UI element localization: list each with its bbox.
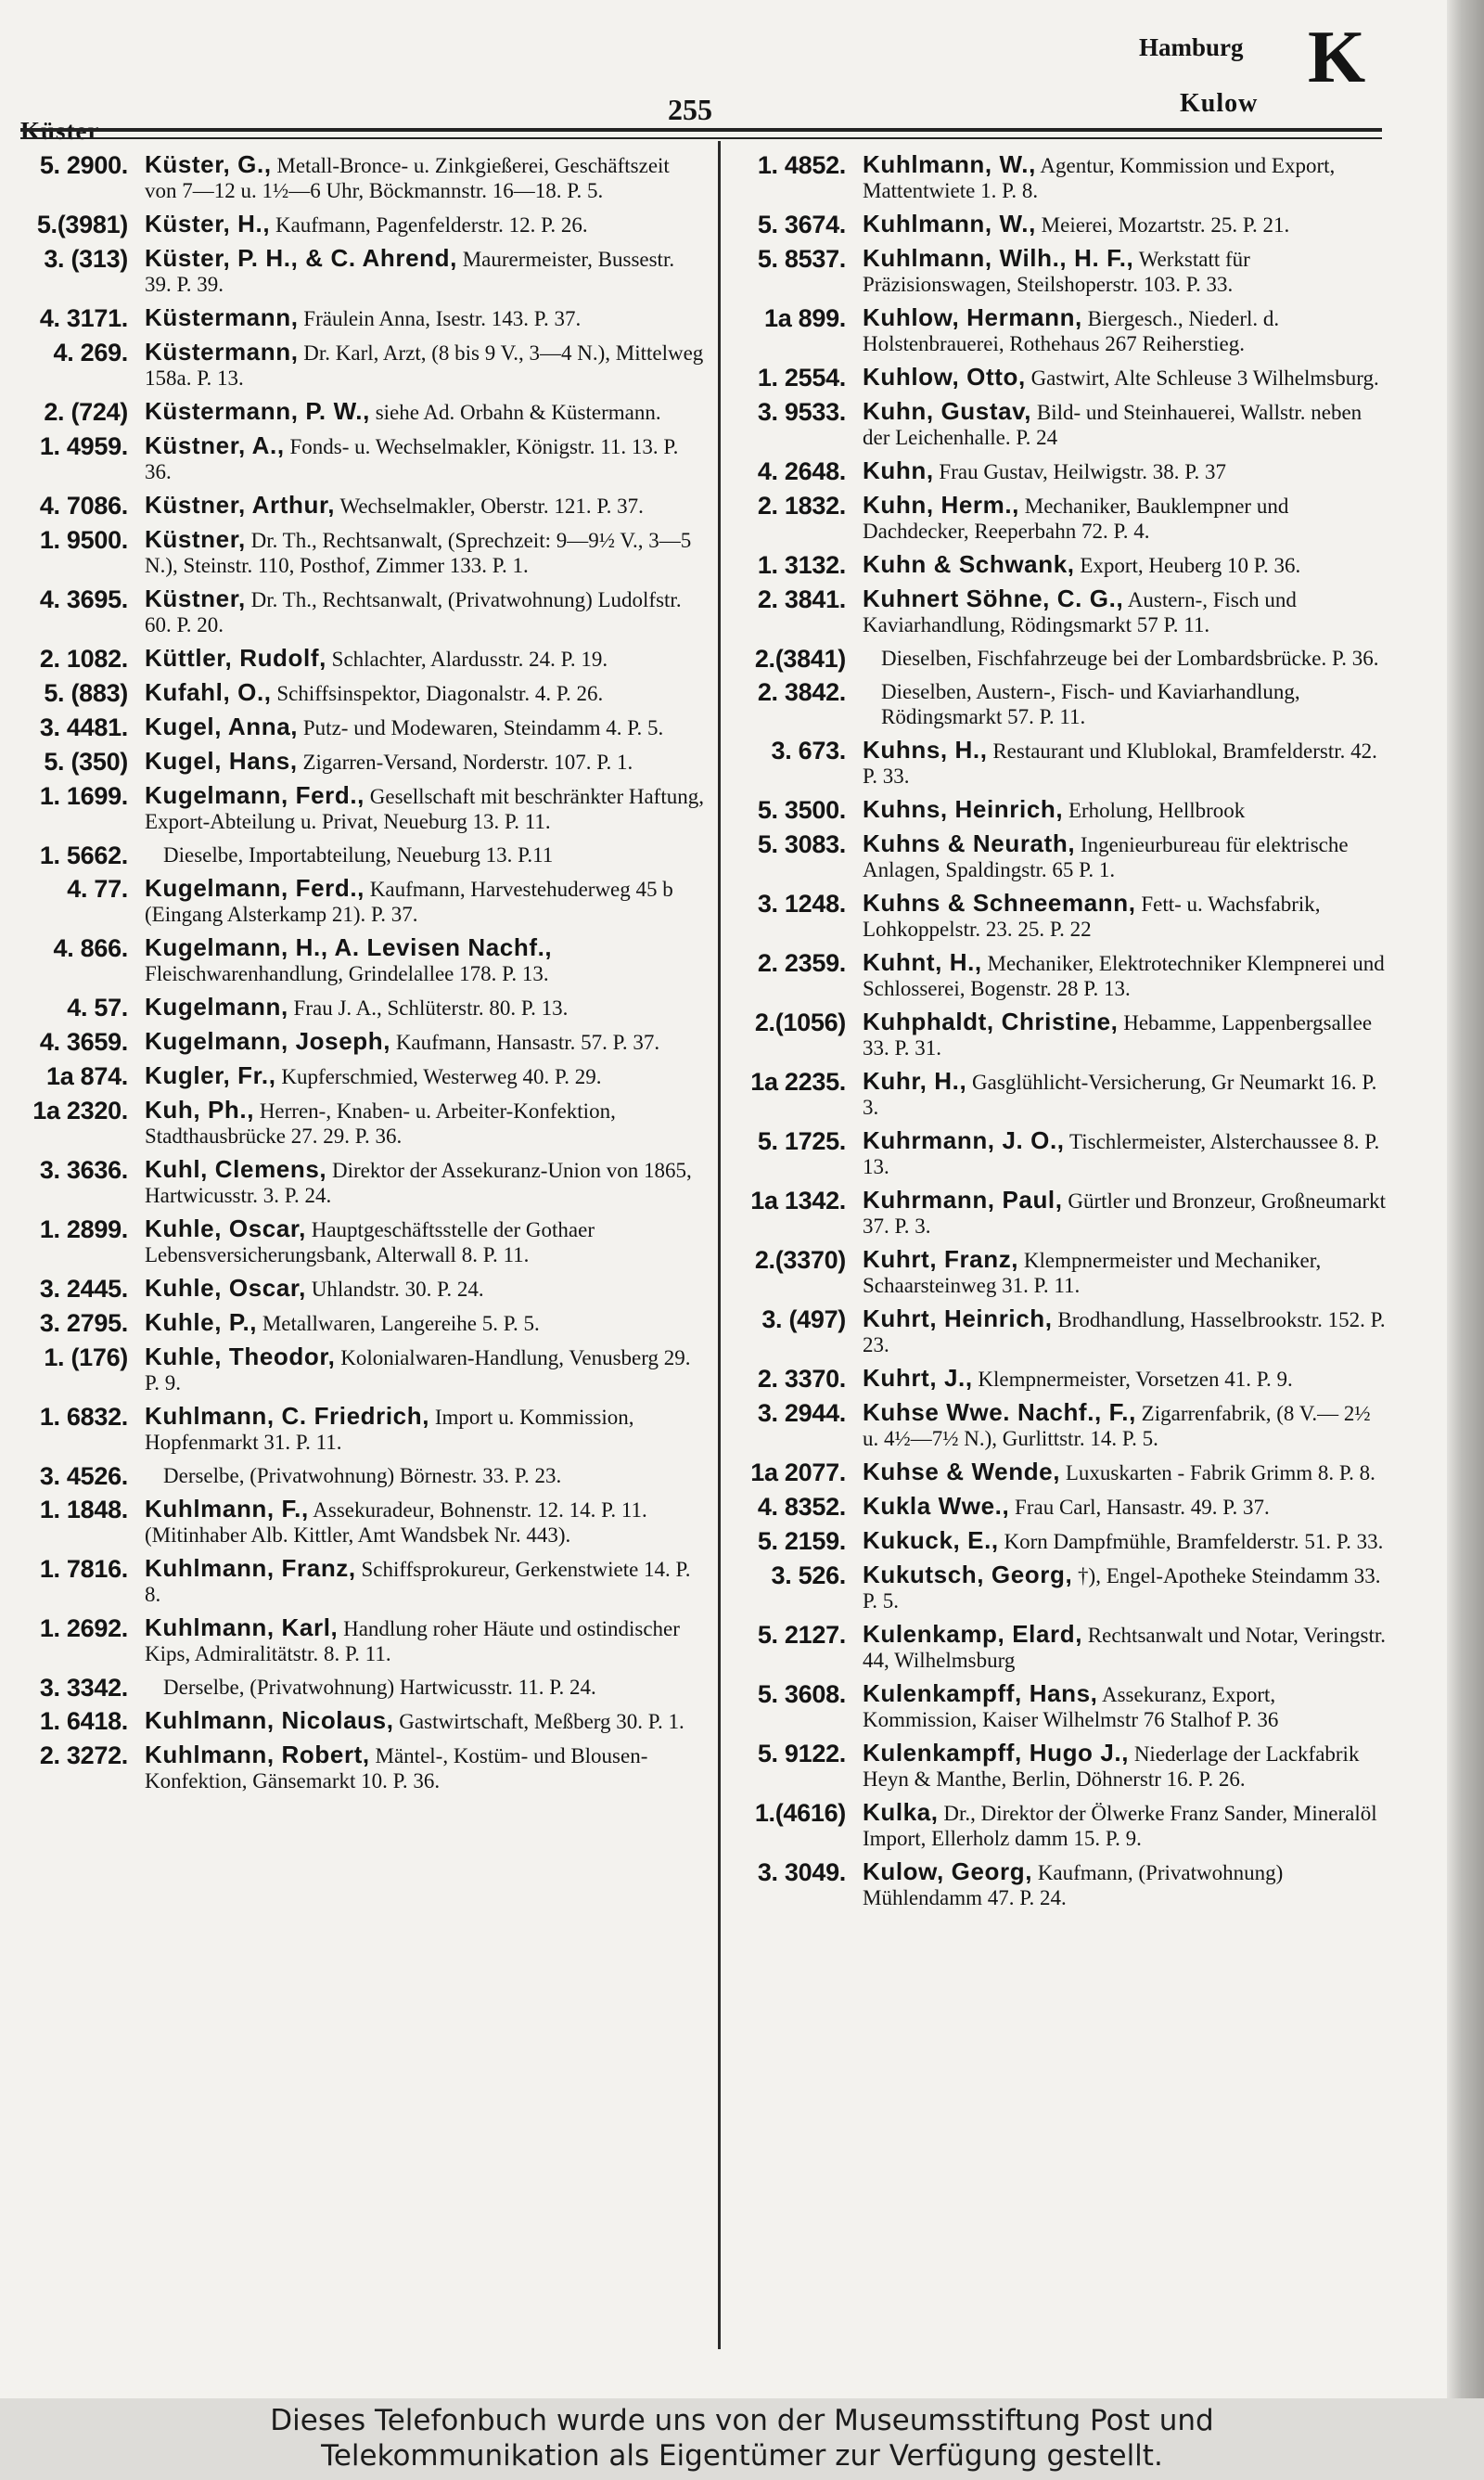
subscriber-name: Kuh, Ph., <box>145 1096 255 1124</box>
entry-details: Handlung roher Häute und ostindischer Kips, Admiralitätstr. 8. P. 11. <box>145 1617 680 1665</box>
subscriber-name: Kuhn & Schwank, <box>863 550 1075 578</box>
subscriber-name: Kuhns, H., <box>863 736 988 764</box>
directory-entry <box>725 1188 1389 1239</box>
phone-number: 2. 3842. <box>757 678 846 706</box>
subscriber-name: Kuhle, P., <box>145 1308 258 1336</box>
phone-number: 2.(1056) <box>754 1009 846 1036</box>
subscriber-name: Kugelmann, <box>145 993 288 1021</box>
entry-details: Ingenieurbureau für elektrische Anlagen, Spaldingstr. 65 P. 1. <box>863 833 1349 881</box>
phone-number: 3. 4481. <box>39 713 128 741</box>
subscriber-name: Kuhlmann, Wilh., H. F., <box>863 244 1134 272</box>
phone-number: 4. 57. <box>67 994 128 1022</box>
directory-entry <box>725 1459 1389 1485</box>
phone-number: 1. 2692. <box>39 1614 128 1642</box>
subscriber-name: Kugel, Hans, <box>145 747 298 775</box>
phone-number: 1a 1342. <box>750 1187 846 1214</box>
phone-number: 1a 874. <box>46 1062 128 1090</box>
directory-entry <box>725 1247 1389 1298</box>
entry-details: †), Engel-Apotheke Steindamm 33. P. 5. <box>863 1564 1381 1613</box>
directory-entry <box>725 365 1389 391</box>
section-letter: K <box>1308 17 1366 98</box>
phone-number: 3. 3342. <box>39 1674 128 1702</box>
phone-number: 5. 3674. <box>757 211 846 238</box>
entry-details: Gasglühlicht-Versicherung, Gr Neumarkt 16. P. 3. <box>863 1071 1377 1119</box>
directory-entry <box>725 1009 1389 1060</box>
directory-entry <box>7 152 705 203</box>
entry-details: Restaurant und Klublokal, Bramfelderstr. 42. P. 33. <box>863 739 1377 788</box>
directory-entry <box>725 152 1389 203</box>
phone-number: 3. (313) <box>44 245 128 273</box>
phone-number: 1. 2554. <box>757 364 846 392</box>
subscriber-name: Kukutsch, Georg, <box>863 1561 1073 1588</box>
subscriber-name: Küstermann, P. W., <box>145 397 370 425</box>
directory-entry <box>7 1463 705 1488</box>
directory-entry <box>7 1708 705 1734</box>
phone-number: 5. (350) <box>44 748 128 776</box>
subscriber-name: Kugler, Fr., <box>145 1061 276 1089</box>
directory-entry <box>725 1306 1389 1357</box>
footer-line-2: Telekommunikation als Eigentümer zur Verfügung gestellt. <box>321 2439 1163 2473</box>
directory-entry <box>7 1556 705 1607</box>
phone-number: 1. 1699. <box>39 782 128 810</box>
subscriber-name: Kulenkamp, Elard, <box>863 1620 1083 1648</box>
entry-details: Biergesch., Niederl. d. Holstenbrauerei, Rothehaus 267 Reiherstieg. <box>863 307 1280 355</box>
header-rule <box>20 128 1382 132</box>
directory-entry <box>725 1741 1389 1792</box>
directory-entry <box>7 1615 705 1666</box>
entry-details: Derselbe, (Privatwohnung) Hartwicusstr. 11. P. 24. <box>163 1676 596 1699</box>
phone-number: 3. 4526. <box>39 1462 128 1490</box>
subscriber-name: Kuhn, Herm., <box>863 491 1019 519</box>
directory-entry <box>725 1494 1389 1520</box>
subscriber-name: Kuhlmann, W., <box>863 150 1036 178</box>
entry-details: Hauptgeschäftsstelle der Gothaer Lebensversicherungsbank, Alterwall 8. P. 11. <box>145 1218 595 1266</box>
entry-details: Frau Gustav, Heilwigstr. 38. P. 37 <box>939 460 1227 483</box>
directory-entry <box>7 646 705 672</box>
phone-number: 1. 5662. <box>39 842 128 869</box>
entry-details: Dieselben, Austern-, Fisch- und Kaviarhandlung, Rödingsmarkt 57. P. 11. <box>881 680 1300 728</box>
phone-number: 5. (883) <box>44 679 128 707</box>
phone-number: 1. 6832. <box>39 1403 128 1431</box>
phone-number: 5. 8537. <box>757 245 846 273</box>
running-head-city: Hamburg <box>1139 33 1244 61</box>
entry-details: Maurermeister, Bussestr. 39. P. 39. <box>145 248 675 296</box>
entry-details: Zigarrenfabrik, (8 V.— 2½ u. 4½—7½ N.), Gurlittstr. 14. P. 5. <box>863 1402 1371 1450</box>
phone-number: 3. 1248. <box>757 890 846 918</box>
directory-entry <box>725 305 1389 356</box>
entry-details: Herren-, Knaben- u. Arbeiter-Konfektion, Stadthausbrücke 27. 29. P. 36. <box>145 1099 616 1148</box>
entry-details: Assekuradeur, Bohnenstr. 12. 14. P. 11. (Mitinhaber Alb. Kittler, Amt Wandsbek Nr. 443). <box>145 1498 647 1547</box>
page-edge <box>1447 0 1484 2398</box>
phone-number: 1a 899. <box>764 304 846 332</box>
entry-details: Fett- u. Wachsfabrik, Lohkoppelstr. 23. 25. P. 22 <box>863 893 1321 941</box>
subscriber-name: Kuhlmann, W., <box>863 210 1036 238</box>
phone-number: 5. 1725. <box>757 1127 846 1155</box>
subscriber-name: Küttler, Rudolf, <box>145 644 326 672</box>
phone-number: 1a 2077. <box>750 1458 846 1486</box>
subscriber-name: Kuhnert Söhne, C. G., <box>863 585 1124 612</box>
entry-details: Kolonialwaren-Handlung, Venusberg 29. P. 9. <box>145 1346 691 1394</box>
subscriber-name: Kuhns & Neurath, <box>863 829 1076 857</box>
phone-number: 5. 3608. <box>757 1680 846 1708</box>
phone-number: 3. 3049. <box>757 1858 846 1886</box>
entry-details: Klempnermeister und Mechaniker, Schaarsteinweg 31. P. 11. <box>863 1249 1322 1297</box>
phone-number: 3. 673. <box>771 737 846 765</box>
phone-number: 3. 3636. <box>39 1156 128 1184</box>
phone-number: 4. 7086. <box>39 492 128 520</box>
subscriber-name: Kuhse Wwe. Nachf., F., <box>863 1398 1136 1426</box>
right-column <box>725 152 1389 1919</box>
subscriber-name: Kuhns, Heinrich, <box>863 795 1064 823</box>
phone-number: 5. 3083. <box>757 830 846 858</box>
phone-number: 2. 2359. <box>757 949 846 977</box>
subscriber-name: Kuhphaldt, Christine, <box>863 1008 1119 1035</box>
directory-entry <box>7 212 705 238</box>
entry-details: Kaufmann, (Privatwohnung) Mühlendamm 47. P. 24. <box>863 1861 1284 1909</box>
phone-number: 1. (176) <box>44 1343 128 1371</box>
directory-entry <box>725 1622 1389 1673</box>
entry-details: siehe Ad. Orbahn & Küstermann. <box>375 401 661 424</box>
entry-details: Derselbe, (Privatwohnung) Börnestr. 33. P. 23. <box>163 1464 562 1487</box>
directory-entry <box>725 1069 1389 1120</box>
entry-details: Frau J. A., Schlüterstr. 80. P. 13. <box>293 996 569 1020</box>
subscriber-name: Kulenkampff, Hugo J., <box>863 1739 1130 1767</box>
directory-entry <box>725 1562 1389 1613</box>
directory-entry <box>7 1742 705 1793</box>
directory-entry <box>725 1681 1389 1732</box>
subscriber-name: Küster, H., <box>145 210 271 238</box>
directory-entry <box>725 1400 1389 1451</box>
entry-details: Fräulein Anna, Isestr. 143. P. 37. <box>303 307 582 330</box>
entry-details: Brodhandlung, Hasselbrookstr. 152. P. 23. <box>863 1308 1386 1356</box>
entry-details: Klempnermeister, Vorsetzen 41. P. 9. <box>978 1368 1293 1391</box>
entry-details: Gesellschaft mit beschränkter Haftung, Export-Abteilung u. Privat, Neueburg 13. P. 11. <box>145 785 704 833</box>
phone-number: 4. 77. <box>67 875 128 903</box>
entry-details: Assekuranz, Export, Kommission, Kaiser Wilhelmstr 76 Stalhof P. 36 <box>863 1683 1279 1731</box>
subscriber-name: Kuhlmann, C. Friedrich, <box>145 1402 430 1430</box>
directory-entry <box>725 1859 1389 1910</box>
phone-number: 2. 3841. <box>757 585 846 613</box>
phone-number: 5.(3981) <box>36 211 128 238</box>
directory-entry <box>7 246 705 297</box>
directory-entry <box>725 493 1389 544</box>
entry-details: Meierei, Mozartstr. 25. P. 21. <box>1041 213 1290 237</box>
subscriber-name: Küstermann, <box>145 338 299 366</box>
directory-entry <box>7 493 705 519</box>
subscriber-name: Kugelmann, H., A. Levisen Nachf., <box>145 933 553 961</box>
entry-details: Kupferschmied, Westerweg 40. P. 29. <box>281 1065 602 1088</box>
entry-details: Dieselben, Fischfahrzeuge bei der Lombardsbrücke. P. 36. <box>881 647 1379 670</box>
directory-entry <box>7 1310 705 1336</box>
entry-details: Dr. Karl, Arzt, (8 bis 9 V., 3—4 N.), Mittelweg 158a. P. 13. <box>145 341 704 390</box>
phone-number: 1. 4852. <box>757 151 846 179</box>
directory-entry <box>725 738 1389 789</box>
phone-number: 1. 1848. <box>39 1496 128 1523</box>
subscriber-name: Kuhlmann, Nicolaus, <box>145 1706 394 1734</box>
subscriber-name: Kugelmann, Ferd., <box>145 781 365 809</box>
subscriber-name: Küstner, <box>145 525 246 553</box>
entry-details: Wechselmakler, Oberstr. 121. P. 37. <box>339 495 644 518</box>
entry-details: Schiffsinspektor, Diagonalstr. 4. P. 26. <box>276 682 604 705</box>
entry-details: Mäntel-, Kostüm- und Blousen-Konfektion, Gänsemarkt 10. P. 36. <box>145 1744 648 1793</box>
directory-entry <box>7 433 705 484</box>
entry-details: Export, Heuberg 10 P. 36. <box>1080 554 1301 577</box>
directory-entry <box>7 586 705 637</box>
entry-details: Fonds- u. Wechselmakler, Königstr. 11. 13. P. 36. <box>145 435 679 483</box>
footer-banner <box>0 2398 1484 2480</box>
subscriber-name: Kugelmann, Ferd., <box>145 874 365 902</box>
running-head-right: Kulow <box>1180 89 1259 118</box>
phone-number: 3. 2795. <box>39 1309 128 1337</box>
phone-number: 1. 6418. <box>39 1707 128 1735</box>
entry-details: Direktor der Assekuranz-Union von 1865, Hartwicusstr. 3. P. 24. <box>145 1159 692 1207</box>
subscriber-name: Kuhns & Schneemann, <box>863 889 1136 917</box>
subscriber-name: Kukuck, E., <box>863 1526 999 1554</box>
phone-number: 1a 2235. <box>750 1068 846 1096</box>
directory-entry <box>7 1276 705 1302</box>
entry-details: Mechaniker, Elektrotechniker Klempnerei und Schlosserei, Bogenstr. 28 P. 13. <box>863 952 1385 1000</box>
phone-number: 4. 3659. <box>39 1028 128 1056</box>
directory-entry <box>7 842 705 867</box>
entry-details: Kaufmann, Harvestehuderweg 45 b (Eingang Alsterkamp 21). P. 37. <box>145 878 673 926</box>
entry-details: Gastwirtschaft, Meßberg 30. P. 1. <box>399 1710 684 1733</box>
footer-line-1: Dieses Telefonbuch wurde uns von der Museumsstiftung Post und <box>270 2404 1214 2437</box>
phone-number: 1. 7816. <box>39 1555 128 1583</box>
entry-details: Gürtler und Bronzeur, Großneumarkt 37. P. 3. <box>863 1189 1387 1238</box>
subscriber-name: Kulenkampff, Hans, <box>863 1679 1098 1707</box>
directory-entry <box>7 1344 705 1395</box>
phone-number: 2.(3370) <box>754 1246 846 1274</box>
entry-details: Rechtsanwalt und Notar, Veringstr. 44, Wilhelmsburg <box>863 1624 1387 1672</box>
directory-entry <box>725 831 1389 882</box>
subscriber-name: Küstner, Arthur, <box>145 491 336 519</box>
phone-number: 4. 866. <box>53 934 128 962</box>
subscriber-name: Kuhrmann, Paul, <box>863 1186 1063 1214</box>
phone-number: 1. 2899. <box>39 1215 128 1243</box>
subscriber-name: Kuhlmann, F., <box>145 1495 309 1523</box>
subscriber-name: Kuhl, Clemens, <box>145 1155 327 1183</box>
directory-entry <box>7 1216 705 1267</box>
entry-details: Zigarren-Versand, Norderstr. 107. P. 1. <box>302 751 633 774</box>
phone-number: 5. 2159. <box>757 1527 846 1555</box>
directory-entry <box>725 679 1389 729</box>
subscriber-name: Küstner, A., <box>145 431 285 459</box>
subscriber-name: Kugel, Anna, <box>145 713 299 740</box>
directory-entry <box>7 935 705 986</box>
directory-entry <box>7 1497 705 1548</box>
phone-number: 3. 2944. <box>757 1399 846 1427</box>
phone-number: 4. 3695. <box>39 585 128 613</box>
entry-details: Dr., Direktor der Ölwerke Franz Sander, Mineralöl Import, Ellerholz damm 15. P. 9. <box>863 1802 1377 1850</box>
directory-entry <box>7 749 705 775</box>
entry-details: Tischlermeister, Alsterchaussee 8. P. 13. <box>863 1130 1380 1178</box>
entry-details: Schlachter, Alardusstr. 24. P. 19. <box>331 648 608 671</box>
entry-details: Niederlage der Lackfabrik Heyn & Manthe, Berlin, Döhnerstr 16. P. 26. <box>863 1742 1360 1791</box>
directory-entry <box>725 212 1389 238</box>
phone-number: 3. 2445. <box>39 1275 128 1303</box>
directory-entry <box>725 552 1389 578</box>
phone-number: 3. 9533. <box>757 398 846 426</box>
page-number: 255 <box>668 93 712 126</box>
entry-details: Werkstatt für Präzisionswagen, Steilshoperstr. 103. P. 33. <box>863 248 1250 296</box>
subscriber-name: Kufahl, O., <box>145 678 272 706</box>
directory-entry <box>725 797 1389 823</box>
directory-entry <box>725 1366 1389 1392</box>
directory-entry <box>7 1675 705 1700</box>
directory-entry <box>7 783 705 834</box>
directory-entry <box>7 1157 705 1208</box>
subscriber-name: Kuhle, Oscar, <box>145 1274 306 1302</box>
entry-details: Bild- und Steinhauerei, Wallstr. neben der Leichenhalle. P. 24 <box>863 401 1362 449</box>
phone-number: 5. 2127. <box>757 1621 846 1649</box>
phone-number: 5. 3500. <box>757 796 846 824</box>
column-divider <box>718 141 721 2349</box>
header-rule-thin <box>20 137 1382 139</box>
entry-details: Kaufmann, Pagenfelderstr. 12. P. 26. <box>275 213 588 237</box>
subscriber-name: Kuhrt, Heinrich, <box>863 1304 1053 1332</box>
entry-details: Dr. Th., Rechtsanwalt, (Sprechzeit: 9—9½ V., 3—5 N.), Steinstr. 110, Posthof, Zimmer 133. P. 1. <box>145 529 692 577</box>
entry-details: Frau Carl, Hansastr. 49. P. 37. <box>1015 1496 1270 1519</box>
subscriber-name: Kuhle, Oscar, <box>145 1214 306 1242</box>
entry-details: Fleischwarenhandlung, Grindelallee 178. P. 13. <box>145 962 549 985</box>
directory-entry <box>7 1098 705 1149</box>
directory-entry <box>7 340 705 391</box>
entry-details: Kaufmann, Hansastr. 57. P. 37. <box>395 1031 660 1054</box>
subscriber-name: Kulka, <box>863 1798 939 1826</box>
subscriber-name: Kuhrt, Franz, <box>863 1245 1019 1273</box>
directory-entry <box>7 305 705 331</box>
subscriber-name: Küstermann, <box>145 303 299 331</box>
phone-number: 4. 3171. <box>39 304 128 332</box>
directory-entry <box>7 714 705 740</box>
subscriber-name: Kuhrt, J., <box>863 1364 973 1392</box>
phone-number: 1. 9500. <box>39 526 128 554</box>
directory-entry <box>725 399 1389 450</box>
directory-entry <box>725 646 1389 671</box>
entry-details: Dr. Th., Rechtsanwalt, (Privatwohnung) Ludolfstr. 60. P. 20. <box>145 588 682 636</box>
entry-details: Austern-, Fisch und Kaviarhandlung, Rödingsmarkt 57 P. 11. <box>863 588 1297 636</box>
entry-details: Korn Dampfmühle, Bramfelderstr. 51. P. 33. <box>1004 1530 1384 1553</box>
entry-details: Mechaniker, Bauklempner und Dachdecker, Reeperbahn 72. P. 4. <box>863 495 1289 543</box>
directory-entry <box>725 246 1389 297</box>
directory-entry <box>7 399 705 425</box>
phone-number: 4. 8352. <box>757 1493 846 1521</box>
subscriber-name: Kuhle, Theodor, <box>145 1343 336 1370</box>
subscriber-name: Kuhn, <box>863 456 934 484</box>
entry-details: Erholung, Hellbrook <box>1068 799 1246 822</box>
subscriber-name: Kuhr, H., <box>863 1067 967 1095</box>
directory-entry <box>725 1528 1389 1554</box>
phone-number: 1. 4959. <box>39 432 128 460</box>
directory-entry <box>725 586 1389 637</box>
phone-number: 4. 2648. <box>757 457 846 485</box>
subscriber-name: Kuhlow, Otto, <box>863 363 1026 391</box>
directory-entry <box>7 1063 705 1089</box>
phone-number: 3. 526. <box>771 1561 846 1589</box>
subscriber-name: Küster, P. H., & C. Ahrend, <box>145 244 457 272</box>
entry-details: Import u. Kommission, Hopfenmarkt 31. P. 11. <box>145 1406 634 1454</box>
phone-number: 2. 3272. <box>39 1741 128 1769</box>
phone-number: 1.(4616) <box>754 1799 846 1827</box>
entry-details: Schiffsprokureur, Gerkenstwiete 14. P. 8. <box>145 1558 691 1606</box>
directory-entry <box>7 876 705 927</box>
entry-details: Luxuskarten - Fabrik Grimm 8. P. 8. <box>1065 1461 1375 1484</box>
entry-details: Hebamme, Lappenbergsallee 33. P. 31. <box>863 1011 1373 1060</box>
entry-details: Agentur, Kommission und Export, Mattentwiete 1. P. 8. <box>863 154 1336 202</box>
directory-entry <box>7 527 705 578</box>
entry-details: Metall-Bronce- u. Zinkgießerei, Geschäftszeit von 7—12 u. 1½—6 Uhr, Böckmannstr. 16—18. P. 5. <box>145 154 670 202</box>
phone-number: 2. 3370. <box>757 1365 846 1393</box>
directory-entry <box>725 1128 1389 1179</box>
phone-number: 2. 1832. <box>757 492 846 520</box>
directory-entry <box>7 680 705 706</box>
subscriber-name: Küstner, <box>145 585 246 612</box>
entry-details: Gastwirt, Alte Schleuse 3 Wilhelmsburg. <box>1030 366 1379 390</box>
directory-entry <box>725 1800 1389 1851</box>
entry-details: Uhlandstr. 30. P. 24. <box>311 1278 484 1301</box>
left-column <box>7 152 705 1802</box>
subscriber-name: Kuhrmann, J. O., <box>863 1126 1065 1154</box>
subscriber-name: Kuhlmann, Karl, <box>145 1613 339 1641</box>
subscriber-name: Kuhse & Wende, <box>863 1458 1061 1485</box>
directory-entry <box>7 1404 705 1455</box>
phone-number: 2. 1082. <box>39 645 128 673</box>
subscriber-name: Kuhnt, H., <box>863 948 982 976</box>
subscriber-name: Kuhlow, Hermann, <box>863 303 1082 331</box>
subscriber-name: Kukla Wwe., <box>863 1492 1010 1520</box>
directory-entry <box>7 1029 705 1055</box>
phone-number: 5. 2900. <box>39 151 128 179</box>
phone-number: 4. 269. <box>53 339 128 366</box>
phone-number: 2. (724) <box>44 398 128 426</box>
phone-number: 3. (497) <box>761 1305 846 1333</box>
entry-details: Metallwaren, Langereihe 5. P. 5. <box>262 1312 540 1335</box>
phone-number: 5. 9122. <box>757 1740 846 1767</box>
phone-number: 1a 2320. <box>32 1097 128 1124</box>
subscriber-name: Küster, G., <box>145 150 272 178</box>
entry-details: Putz- und Modewaren, Steindamm 4. P. 5. <box>302 716 664 739</box>
subscriber-name: Kulow, Georg, <box>863 1857 1033 1885</box>
directory-entry <box>725 458 1389 484</box>
directory-entry <box>7 995 705 1021</box>
subscriber-name: Kugelmann, Joseph, <box>145 1027 391 1055</box>
phone-number: 2.(3841) <box>754 645 846 673</box>
entry-details: Dieselbe, Importabteilung, Neueburg 13. P.11 <box>163 843 554 867</box>
directory-entry <box>725 950 1389 1001</box>
subscriber-name: Kuhlmann, Franz, <box>145 1554 356 1582</box>
subscriber-name: Kuhn, Gustav, <box>863 397 1032 425</box>
subscriber-name: Kuhlmann, Robert, <box>145 1741 370 1768</box>
directory-entry <box>725 891 1389 942</box>
phone-number: 1. 3132. <box>757 551 846 579</box>
